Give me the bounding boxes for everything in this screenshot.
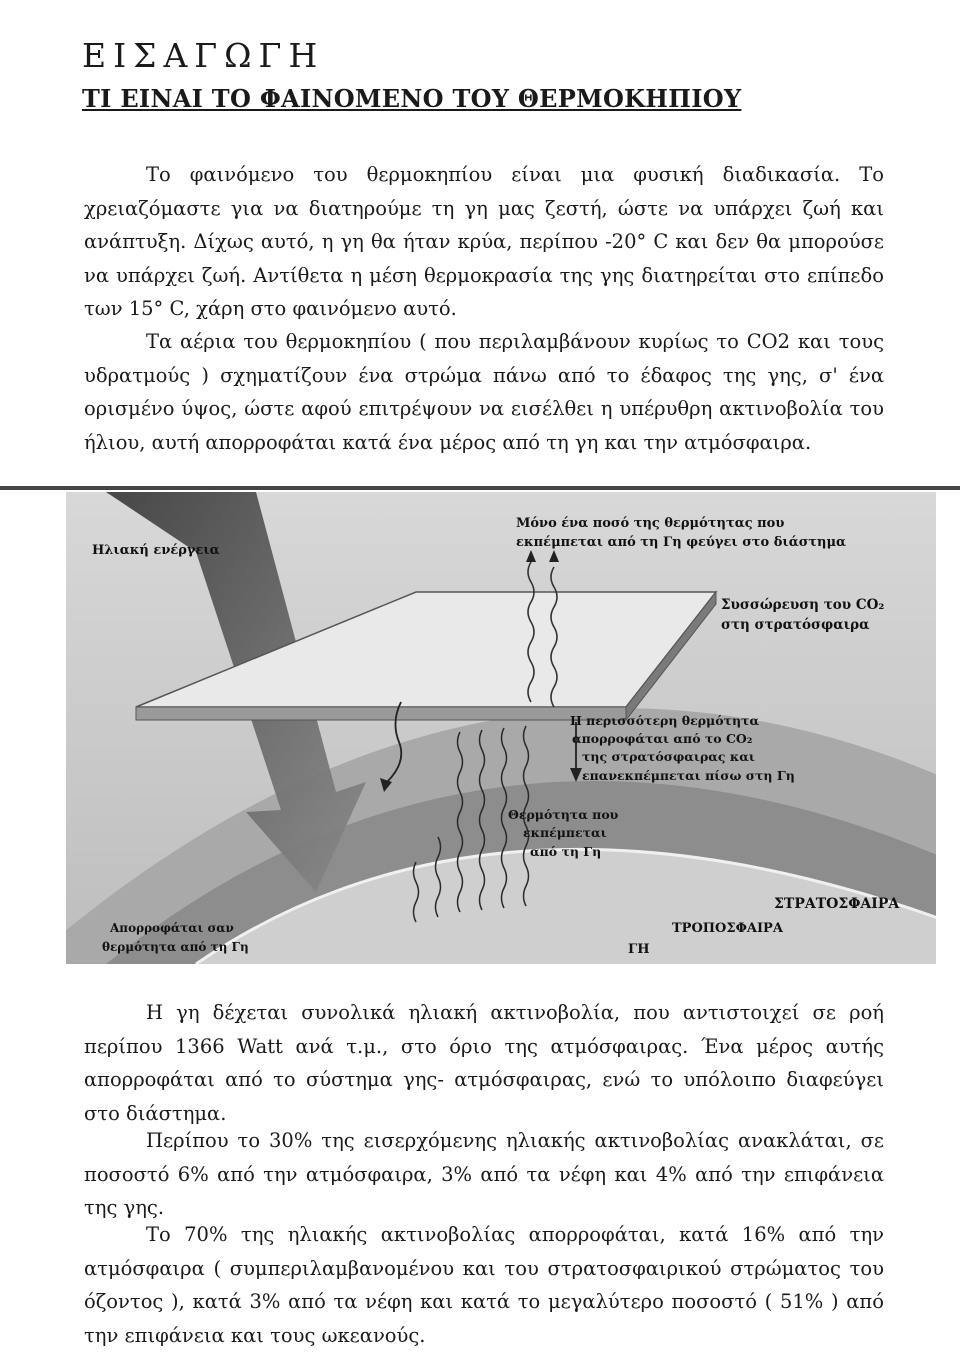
- label-absorbed-line-2: απορροφάται από το CO₂: [572, 731, 753, 746]
- label-stratosphere: ΣΤΡΑΤΟΣΦΑΙΡΑ: [774, 896, 900, 912]
- co2-layer-front: [136, 707, 626, 720]
- label-solar-energy: Ηλιακή ενέργεια: [92, 543, 220, 558]
- label-absorbed-heat-line-2: θερμότητα από τη Γη: [102, 940, 249, 954]
- paragraph-reflection: Περίπου το 30% της εισερχόμενης ηλιακής ακτινοβολίας ανακλάται, σε ποσοστό 6% από την ατμόσφαιρα, 3% από τα νέφη και 4% από την επιφάνεια της γης.: [84, 1129, 884, 1220]
- label-emitted-line-1: Θερμότητα που: [508, 807, 619, 822]
- label-absorbed-line-3: της στρατόσφαιρας και: [582, 749, 755, 764]
- label-absorbed-line-1: Η περισσότερη θερμότητα: [570, 713, 760, 728]
- paragraph-solar-flux: Η γη δέχεται συνολικά ηλιακή ακτινοβολία, που αντιστοιχεί σε ροή περίπου 1366 Watt ανά τ.μ., στο όριο της ατμόσφαιρας. Ένα μέρος αυτής απορροφάται από το σύστημα γης- ατμόσφαιρας, ενώ το υπόλοιπο διαφεύγει στο διάστημα.: [84, 1001, 884, 1125]
- label-escape-line-2: εκπέμπεται από τη Γη φεύγει στο διάστημα: [516, 535, 846, 550]
- label-absorbed-line-4: επανεκπέμπεται πίσω στη Γη: [582, 768, 795, 783]
- paragraph-absorption: Το 70% της ηλιακής ακτινοβολίας απορροφάται, κατά 16% από την ατμόσφαιρα ( συμπεριλαμβανομένου και του στρατοσφαιρικού στρώματος του όζοντος ), κατά 3% από τα νέφη και κατά το μεγαλύτερο ποσοστό ( 51% ) από την επιφάνεια και τους ωκεανούς.: [84, 1223, 884, 1347]
- label-troposphere: ΤΡΟΠΟΣΦΑΙΡΑ: [672, 921, 783, 936]
- label-escape-line-1: Μόνο ένα ποσό της θερμότητας που: [516, 516, 785, 531]
- figure-top-border: [0, 486, 960, 490]
- paragraph-intro: Το φαινόμενο του θερμοκηπίου είναι μια φυσική διαδικασία. Το χρειαζόμαστε για να διατηρούμε τη γη μας ζεστή, ώστε να υπάρχει ζωή και ανάπτυξη. Δίχως αυτό, η γη θα ήταν κρύα, περίπου -20° C και δεν θα μπορούσε να υπάρχει ζωή. Αντίθετα η μέση θερμοκρασία της γης διατηρείται στο επίπεδο των 15° C, χάρη στο φαινόμενο αυτό.: [84, 163, 884, 321]
- label-absorbed-heat-line-1: Απορροφάται σαν: [110, 921, 234, 935]
- page-subtitle: ΤΙ ΕΙΝΑΙ ΤΟ ΦΑΙΝΟΜΕΝΟ ΤΟΥ ΘΕΡΜΟΚΗΠΙΟΥ: [82, 84, 742, 113]
- greenhouse-effect-diagram: [66, 492, 936, 964]
- label-co2-line-2: στη στρατόσφαιρα: [721, 617, 870, 633]
- paragraph-greenhouse-gases: Τα αέρια του θερμοκηπίου ( που περιλαμβάνουν κυρίως το CO2 και τους υδρατμούς ) σχηματίζουν ένα στρώμα πάνω από το έδαφος της γης, σ' ένα ορισμένο ύψος, ώστε αφού επιτρέψουν να εισέλθει η υπέρυθρη ακτινοβολία του ήλιου, αυτή απορροφάται κατά ένα μέρος από τη γη και την ατμόσφαιρα.: [84, 330, 884, 454]
- label-co2-line-1: Συσσώρευση του CO₂: [721, 597, 885, 613]
- page-title: ΕΙΣΑΓΩΓΗ: [82, 36, 325, 75]
- label-emitted-line-3: από τη Γη: [530, 844, 602, 859]
- label-emitted-line-2: εκπέμπεται: [523, 825, 607, 840]
- label-earth: ΓΗ: [628, 942, 650, 957]
